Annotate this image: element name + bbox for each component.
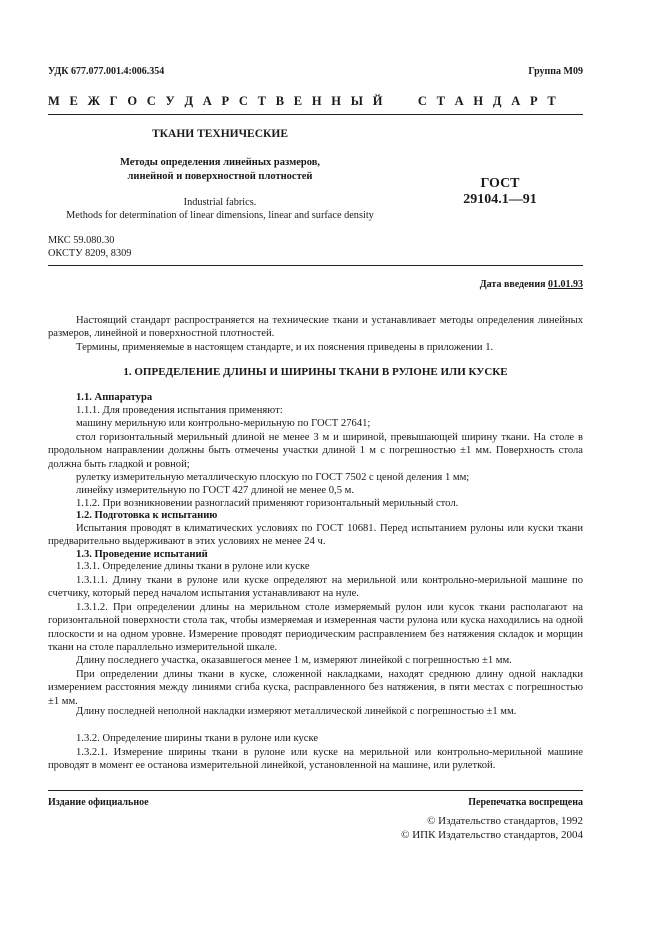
intro-paragraph-1: Настоящий стандарт распространяется на технические ткани и устанавливает методы определения линейных размеров, линейной и поверхностной плотностей.: [48, 315, 583, 340]
effective-date-label: Дата введения: [479, 279, 546, 290]
doc-subtitle-1: Методы определения линейных размеров,: [119, 157, 321, 168]
effective-date: [480, 279, 583, 290]
okstu-code: ОКСТУ 8209, 8309: [48, 248, 132, 259]
para-1-1-1-c: рулетку измерительную металлическую плоскую по ГОСТ 7502 с ценой деления 1 мм;: [76, 472, 470, 483]
doc-title-en-2: Methods for determination of linear dimensions, linear and surface density: [66, 210, 374, 221]
heading-1-1: 1.1. Аппаратура: [76, 392, 153, 403]
para-1-3-1-2-d: Длину последней неполной накладки измеряют металлической линейкой с погрешностью ±1 мм.: [76, 706, 517, 717]
para-1-1-1-d: линейку измерительную по ГОСТ 427 длиной не менее 0,5 м.: [76, 485, 354, 496]
udk-code: УДК 677.077.001.4:006.354: [48, 66, 165, 77]
footer-rule: [48, 790, 583, 791]
para-1-3-1-2: 1.3.1.2. При определении длины на мерильном столе измеряемый рулон или кусок ткани располагают на горизонтальной поверхности стола так, чтобы измеряемая и измеренная части рулона или куска находились на одной плоскости и на одном уровне. Измерение проводят периодическим расправлением без натяжения складок и морщин ткани на столе параллельно измерительной шкале.: [48, 602, 583, 654]
gost-label: ГОСТ: [480, 176, 520, 191]
para-1-3-1-1: 1.3.1.1. Длину ткани в рулоне или куске определяют на мерильной или контрольно-мерильной машине по счетчику, который перед началом испытания устанавливают на нуле.: [48, 575, 583, 600]
para-1-3-1: 1.3.1. Определение длины ткани в рулоне или куске: [76, 561, 310, 572]
mks-code: МКС 59.080.30: [48, 235, 115, 246]
doc-subtitle-2: линейной и поверхностной плотностей: [127, 171, 313, 182]
effective-date-value: 01.01.93: [548, 279, 583, 290]
para-1-1-1: 1.1.1. Для проведения испытания применяют:: [76, 405, 283, 416]
title-rule: [48, 265, 583, 266]
doc-title-en-1: Industrial fabrics.: [183, 197, 257, 208]
reprint-prohibited: Перепечатка воспрещена: [468, 797, 583, 808]
para-1-3-2: 1.3.2. Определение ширины ткани в рулоне или куске: [76, 733, 319, 744]
para-1-3-2-1: 1.3.2.1. Измерение ширины ткани в рулоне или куске на мерильной или контрольно-мерильной машине проводят в момент ее останова измерительной линейкой, установленной на машине, или рулеткой.: [48, 747, 583, 772]
gost-number: 29104.1—91: [463, 192, 537, 207]
standard-banner: М Е Ж Г О С У Д А Р С Т В Е Н Н Ы Й С Т А Н Д А Р Т: [48, 94, 559, 108]
para-1-3-1-2-b: Длину последнего участка, оказавшегося менее 1 м, измеряют линейкой с погрешностью ±1 мм.: [76, 655, 512, 666]
para-1-3-1-2-c: При определении длины ткани в куске, сложенной накладками, находят среднюю длину одной накладки измерением расстояния между линиями сгиба куска, расправленного без натяжения, в пяти местах с погрешностью ±1 мм.: [48, 669, 583, 707]
para-1-1-2: 1.1.2. При возникновении разногласий применяют горизонтальный мерильный стол.: [76, 498, 459, 509]
section-1-title: 1. ОПРЕДЕЛЕНИЕ ДЛИНЫ И ШИРИНЫ ТКАНИ В РУЛОНЕ ИЛИ КУСКЕ: [123, 366, 508, 378]
para-1-1-1-b: стол горизонтальный мерильный длиной не менее 3 м и шириной, превышающей ширину ткани. На столе в продольном направлении должны быть отмечены участки длиной 1 м с погрешностью ±1 мм. Поверхность стола должна быть гладкой и ровной;: [48, 432, 583, 470]
copyright-1992: © Издательство стандартов, 1992: [427, 815, 583, 827]
heading-1-2: 1.2. Подготовка к испытанию: [76, 510, 218, 521]
para-1-2: Испытания проводят в климатических условиях по ГОСТ 10681. Перед испытанием рулоны или куски ткани предварительно выдерживают в этих условиях не менее 24 ч.: [48, 523, 583, 548]
header-rule: [48, 114, 583, 115]
doc-title: ТКАНИ ТЕХНИЧЕСКИЕ: [152, 128, 288, 140]
official-edition: Издание официальное: [48, 797, 149, 808]
group-code: Группа М09: [528, 66, 583, 77]
intro-paragraph-2: Термины, применяемые в настоящем стандарте, и их пояснения приведены в приложении 1.: [76, 342, 494, 353]
heading-1-3: 1.3. Проведение испытаний: [76, 549, 208, 560]
copyright-2004: © ИПК Издательство стандартов, 2004: [401, 829, 583, 841]
para-1-1-1-a: машину мерильную или контрольно-мерильную по ГОСТ 27641;: [76, 418, 371, 429]
